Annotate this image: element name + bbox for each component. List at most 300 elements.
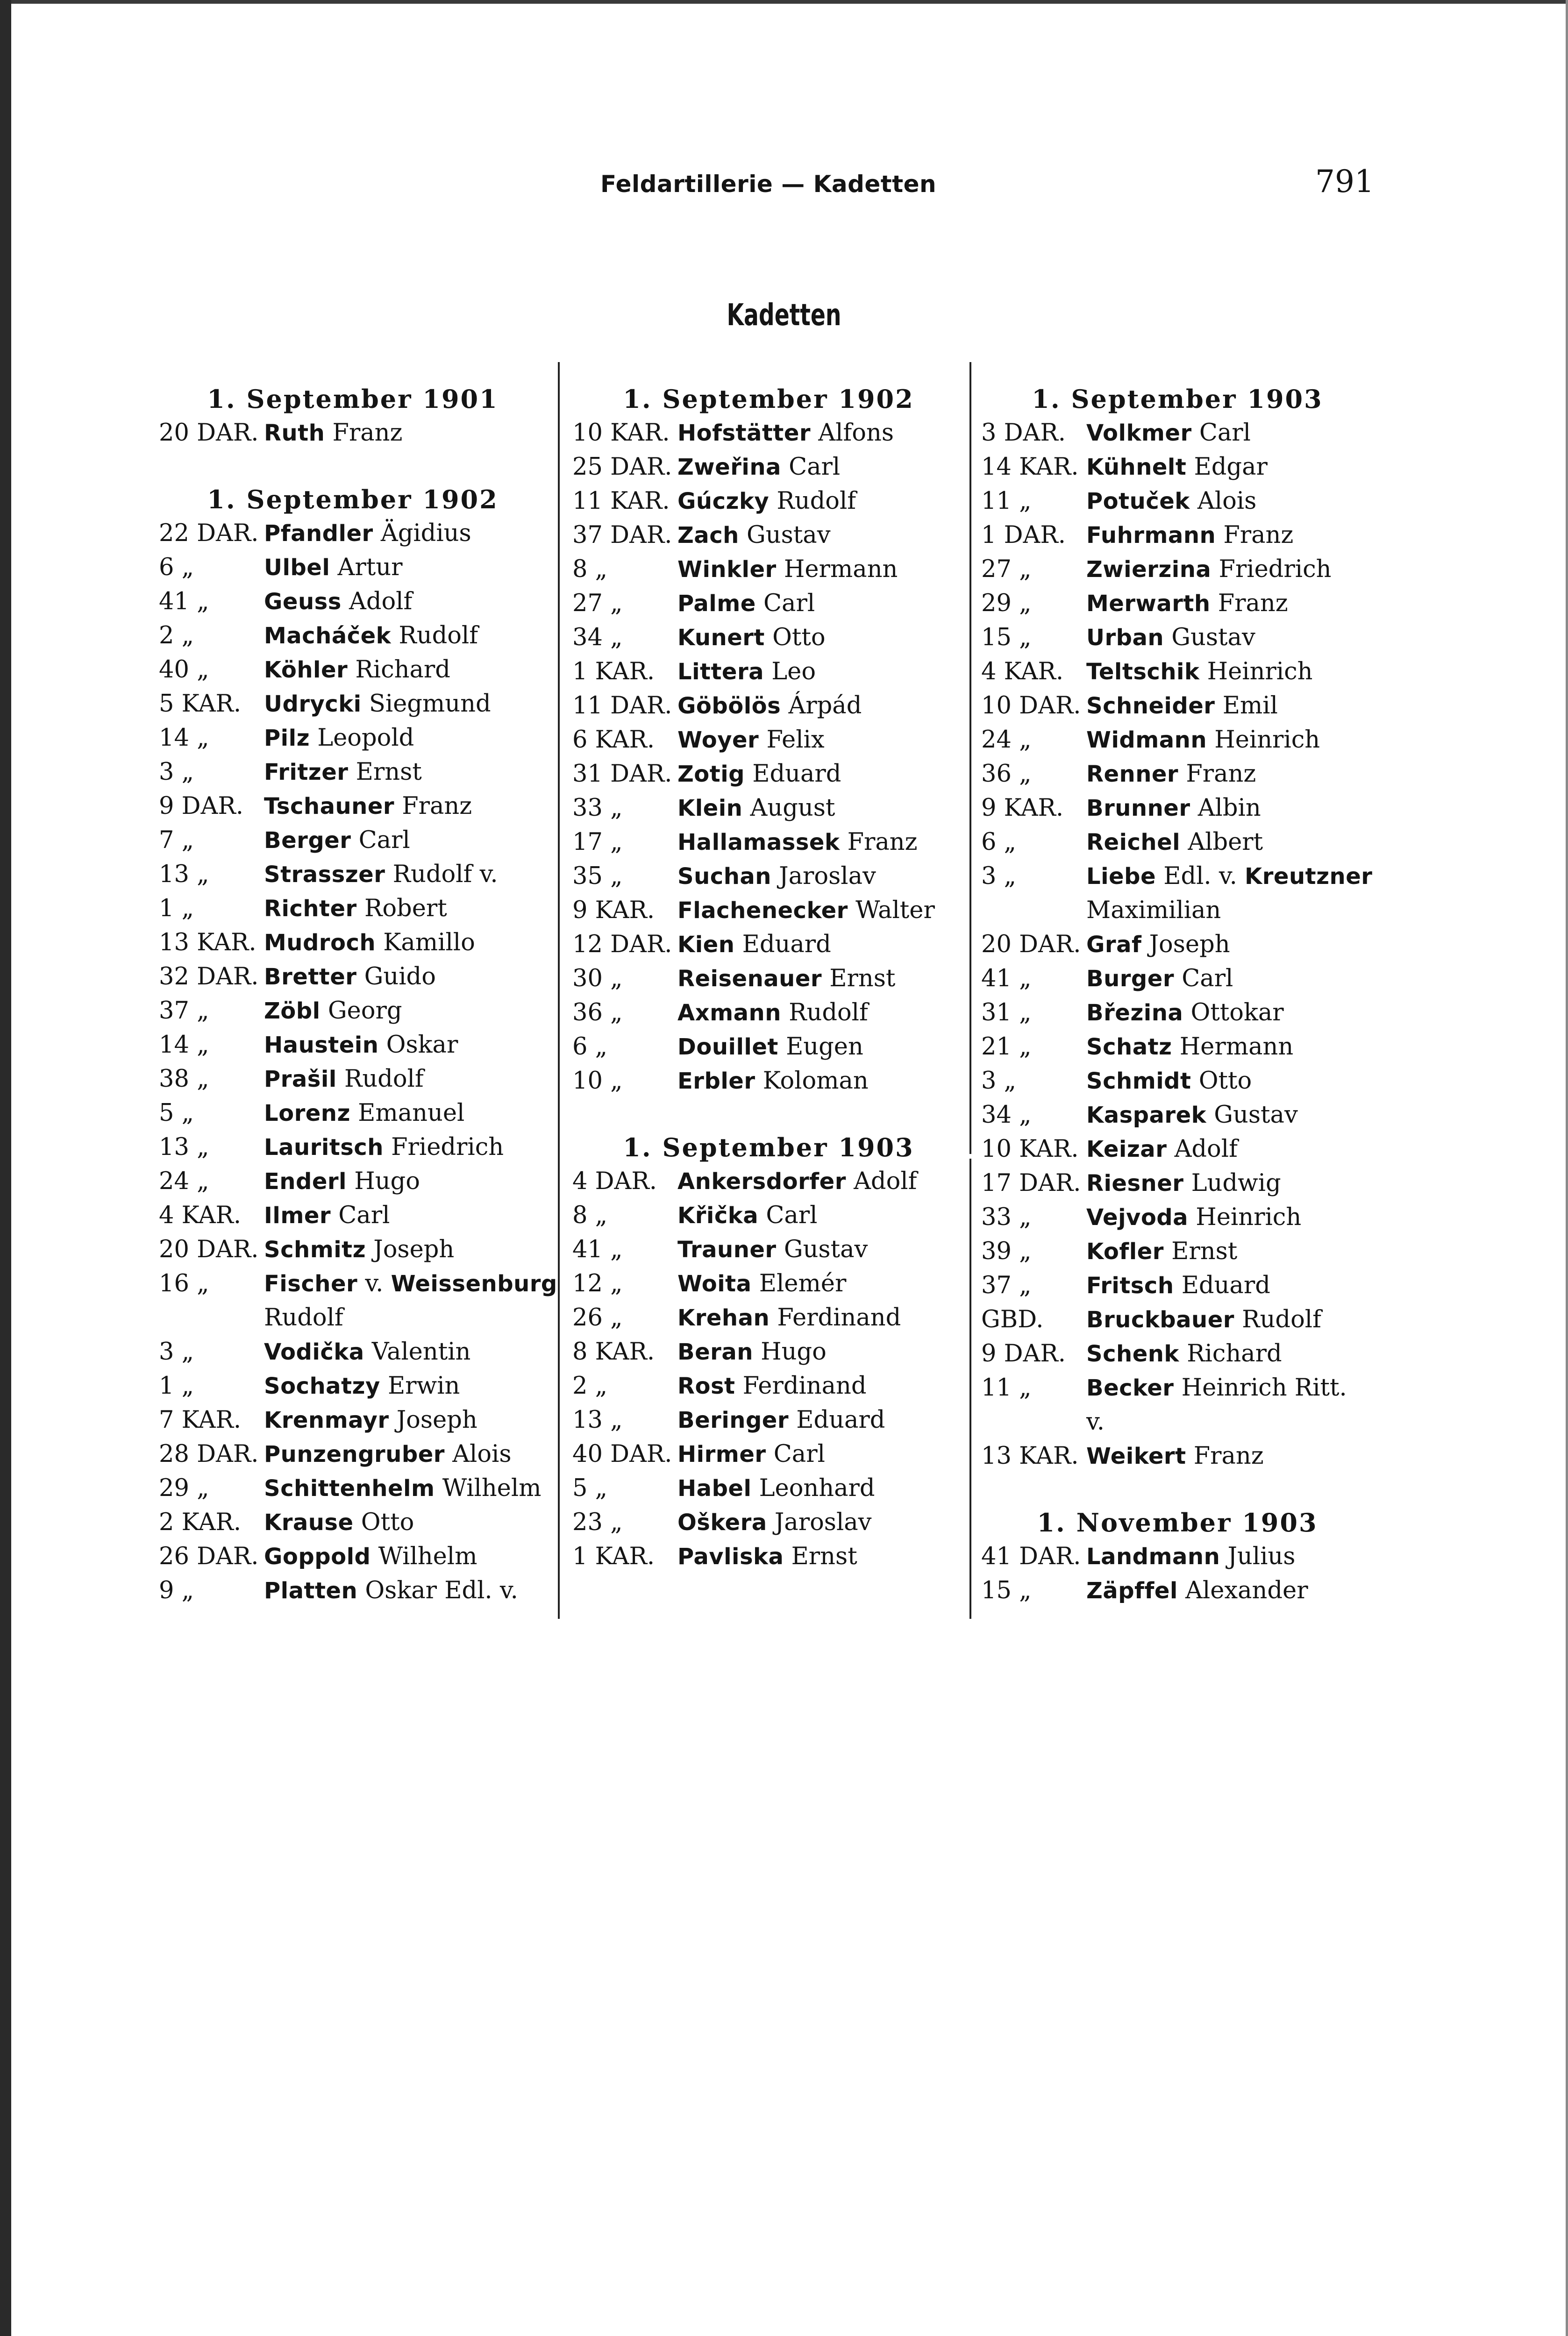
cadet-name bbox=[1086, 552, 1374, 587]
unit-reference: 2 KAR. bbox=[159, 1509, 242, 1536]
surname: Axmann bbox=[677, 1000, 781, 1026]
unit-reference: 35 „ bbox=[572, 862, 623, 890]
cadet-name bbox=[1086, 961, 1374, 996]
page-edge-left bbox=[0, 0, 11, 2336]
group-heading: 1. November 1903 bbox=[1037, 1508, 1318, 1538]
surname: Erbler bbox=[677, 1068, 755, 1094]
given-name: Oskar Edl. v. bbox=[365, 1577, 518, 1604]
cadet-name bbox=[264, 721, 547, 755]
surname: Brunner bbox=[1086, 795, 1190, 821]
list-item bbox=[159, 721, 547, 755]
unit-reference: 1 DAR. bbox=[981, 521, 1066, 549]
cadet-name bbox=[677, 1198, 965, 1233]
unit-reference: 41 „ bbox=[572, 1236, 623, 1263]
given-name: Gustav bbox=[1171, 624, 1255, 651]
list-item bbox=[572, 1164, 965, 1198]
unit-reference: 25 DAR. bbox=[572, 453, 672, 481]
list-item bbox=[981, 1268, 1374, 1303]
unit-reference: 4 KAR. bbox=[981, 658, 1064, 685]
list-item bbox=[159, 857, 547, 891]
given-name: Hugo bbox=[761, 1338, 827, 1366]
list-item bbox=[159, 823, 547, 857]
list-item bbox=[572, 996, 965, 1030]
list-item bbox=[981, 689, 1374, 723]
given-name: Franz bbox=[1223, 521, 1294, 549]
cadet-name bbox=[1086, 1439, 1374, 1474]
list-item bbox=[159, 1505, 547, 1539]
given-name: Alfons bbox=[818, 419, 894, 447]
unit-reference: 9 KAR. bbox=[981, 794, 1064, 822]
unit-reference: 40 DAR. bbox=[572, 1440, 672, 1468]
surname: Winkler bbox=[677, 556, 777, 583]
cadet-name bbox=[1086, 791, 1374, 826]
cadet-name bbox=[264, 994, 547, 1028]
given-name: Rudolf bbox=[344, 1065, 424, 1093]
cadet-name bbox=[677, 586, 965, 621]
group-heading: 1. September 1903 bbox=[1032, 384, 1323, 414]
list-item bbox=[159, 891, 547, 926]
list-item bbox=[572, 484, 965, 518]
list-item bbox=[981, 1303, 1374, 1337]
given-name: Franz bbox=[1193, 1442, 1264, 1470]
unit-reference: 16 „ bbox=[159, 1270, 209, 1297]
given-name: Joseph bbox=[1149, 931, 1230, 958]
list-item bbox=[159, 619, 547, 653]
given-name: Leopold bbox=[317, 724, 414, 752]
group-spacer bbox=[981, 1473, 1374, 1506]
list-item bbox=[572, 1030, 965, 1064]
surname: Reisenauer bbox=[677, 966, 822, 992]
list-item bbox=[572, 1539, 965, 1574]
list-item bbox=[981, 996, 1374, 1030]
surname: Pavliska bbox=[677, 1544, 784, 1570]
unit-reference: 34 „ bbox=[981, 1101, 1032, 1129]
unit-reference: 2 „ bbox=[159, 622, 194, 649]
surname: Hirmer bbox=[677, 1441, 766, 1467]
surname: Landmann bbox=[1086, 1544, 1220, 1570]
surname: Prašil bbox=[264, 1066, 337, 1092]
unit-reference: 6 „ bbox=[572, 1033, 608, 1061]
unit-reference: 20 DAR. bbox=[981, 931, 1081, 958]
surname: Palme bbox=[677, 591, 756, 617]
list-item bbox=[981, 1098, 1374, 1132]
cadet-name bbox=[264, 550, 547, 585]
list-item bbox=[159, 1130, 547, 1164]
list-item bbox=[159, 550, 547, 584]
cadet-name bbox=[1086, 1234, 1374, 1269]
cadet-name bbox=[677, 1335, 965, 1369]
cadet-name bbox=[677, 723, 965, 757]
running-head: Feldartillerie — Kadetten bbox=[600, 171, 937, 198]
surname: Zotig bbox=[677, 761, 745, 787]
given-name: Heinrich bbox=[1214, 726, 1320, 754]
cadet-name bbox=[264, 584, 547, 619]
unit-reference: 2 „ bbox=[572, 1372, 608, 1400]
unit-reference: 12 „ bbox=[572, 1270, 623, 1297]
list-item bbox=[981, 586, 1374, 620]
given-name: Albert bbox=[1188, 828, 1263, 856]
cadet-name bbox=[1086, 1166, 1374, 1201]
unit-reference: 37 „ bbox=[159, 997, 209, 1025]
surname: Beran bbox=[677, 1339, 753, 1365]
given-name: Richard bbox=[355, 656, 450, 684]
surname: Haustein bbox=[264, 1032, 379, 1058]
list-item bbox=[159, 1267, 557, 1301]
list-item bbox=[981, 620, 1374, 655]
surname: Udrycki bbox=[264, 691, 362, 717]
cadet-name bbox=[1086, 416, 1374, 450]
surname: Urban bbox=[1086, 625, 1164, 651]
list-item bbox=[572, 518, 965, 552]
surname: Kühnelt bbox=[1086, 454, 1187, 480]
list-item bbox=[572, 450, 965, 484]
surname: Punzengruber bbox=[264, 1441, 445, 1467]
column-2 bbox=[572, 382, 965, 1574]
surname: Tschauner bbox=[264, 793, 395, 819]
list-item bbox=[981, 1439, 1374, 1473]
cadet-name bbox=[1086, 825, 1374, 860]
given-name: Felix bbox=[766, 726, 825, 754]
unit-reference: 13 „ bbox=[572, 1406, 623, 1434]
unit-reference: 37 DAR. bbox=[572, 521, 672, 549]
cadet-name bbox=[1086, 1132, 1374, 1167]
surname: Woyer bbox=[677, 727, 759, 753]
list-item bbox=[981, 1234, 1374, 1268]
unit-reference: 34 „ bbox=[572, 624, 623, 651]
list-item bbox=[572, 1232, 965, 1267]
given-name: Franz bbox=[1218, 590, 1288, 617]
unit-reference: 22 DAR. bbox=[159, 520, 259, 547]
given-name: Wilhelm bbox=[378, 1543, 478, 1570]
given-name: Ernst bbox=[1171, 1238, 1238, 1265]
cadet-name bbox=[1086, 484, 1374, 519]
list-item bbox=[572, 1267, 965, 1301]
unit-reference: 13 „ bbox=[159, 1133, 209, 1161]
given-name: Heinrich bbox=[1196, 1204, 1302, 1231]
surname: Macháček bbox=[264, 623, 392, 649]
unit-reference: 41 „ bbox=[981, 965, 1032, 992]
cadet-name bbox=[264, 1437, 547, 1472]
list-item bbox=[981, 1574, 1374, 1608]
given-name: Rudolf v. bbox=[392, 861, 498, 888]
surname: Kasparek bbox=[1086, 1102, 1207, 1128]
surname: Potuček bbox=[1086, 488, 1190, 514]
cadet-name bbox=[677, 927, 965, 962]
surname: Reichel bbox=[1086, 829, 1181, 855]
cadet-name bbox=[264, 891, 547, 926]
given-name: Eugen bbox=[786, 1033, 863, 1061]
surname: Zöbl bbox=[264, 998, 321, 1024]
cadet-name bbox=[677, 620, 965, 655]
surname: Krenmayr bbox=[264, 1407, 389, 1433]
given-name: Heinrich bbox=[1207, 658, 1313, 685]
given-name: Otto bbox=[1198, 1067, 1252, 1095]
surname: Křička bbox=[677, 1203, 759, 1229]
surname: Volkmer bbox=[1086, 420, 1192, 446]
cadet-name bbox=[677, 1301, 965, 1335]
list-item bbox=[572, 961, 965, 996]
given-name: Gustav bbox=[1214, 1101, 1298, 1129]
given-name: Rudolf bbox=[399, 622, 478, 649]
given-name: Walter bbox=[855, 897, 935, 924]
given-name: Alexander bbox=[1185, 1577, 1308, 1604]
unit-reference: 24 „ bbox=[159, 1168, 209, 1195]
surname: Bruckbauer bbox=[1086, 1307, 1234, 1333]
given-name: Edl. v. bbox=[1163, 862, 1237, 890]
given-name: Artur bbox=[337, 554, 403, 581]
given-name: Emil bbox=[1222, 692, 1278, 719]
surname: Mudroch bbox=[264, 930, 376, 956]
unit-reference: 24 „ bbox=[981, 726, 1032, 754]
list-item bbox=[981, 484, 1374, 518]
surname: Burger bbox=[1086, 966, 1175, 992]
group-heading: 1. September 1902 bbox=[207, 484, 499, 514]
unit-reference: 40 „ bbox=[159, 656, 209, 684]
surname: Gúczky bbox=[677, 488, 770, 514]
unit-reference: 9 DAR. bbox=[159, 792, 243, 820]
surname: Merwarth bbox=[1086, 591, 1211, 617]
surname: Schatz bbox=[1086, 1034, 1172, 1060]
surname: Fritsch bbox=[1086, 1273, 1174, 1299]
unit-reference: 29 „ bbox=[981, 590, 1032, 617]
given-name: Franz bbox=[1186, 760, 1256, 788]
surname: Ilmer bbox=[264, 1203, 331, 1229]
surname: Habel bbox=[677, 1475, 752, 1502]
surname: Lauritsch bbox=[264, 1134, 384, 1161]
surname: Vejvoda bbox=[1086, 1204, 1189, 1231]
group-heading: 1. September 1901 bbox=[207, 384, 499, 414]
unit-reference: 10 DAR. bbox=[981, 692, 1081, 719]
list-item bbox=[159, 960, 547, 994]
surname: Widmann bbox=[1086, 727, 1207, 753]
surname: Fischer bbox=[264, 1271, 358, 1297]
surname: Kofler bbox=[1086, 1239, 1164, 1265]
cadet-name bbox=[1086, 655, 1374, 689]
surname: Krehan bbox=[677, 1305, 770, 1331]
surname: Köhler bbox=[264, 657, 348, 683]
unit-reference: 10 KAR. bbox=[572, 419, 670, 447]
list-item bbox=[981, 552, 1374, 586]
list-item bbox=[159, 1232, 547, 1267]
list-item bbox=[159, 1539, 547, 1574]
cadet-name bbox=[264, 1130, 547, 1165]
list-item bbox=[159, 926, 547, 960]
given-name: Guido bbox=[364, 963, 436, 990]
list-item bbox=[981, 1200, 1374, 1234]
unit-reference: 6 KAR. bbox=[572, 726, 655, 754]
given-name: Oskar bbox=[386, 1031, 458, 1059]
surname: Ulbel bbox=[264, 555, 330, 581]
given-name: Ferdinand bbox=[777, 1304, 901, 1332]
list-item bbox=[159, 516, 547, 550]
list-item bbox=[572, 1403, 965, 1437]
unit-reference: 11 „ bbox=[981, 1374, 1032, 1402]
list-item bbox=[981, 1064, 1374, 1098]
unit-reference: 3 „ bbox=[981, 1067, 1017, 1095]
given-name: Carl bbox=[358, 826, 410, 854]
unit-reference: 10 „ bbox=[572, 1067, 623, 1095]
unit-reference: 21 „ bbox=[981, 1033, 1032, 1061]
unit-reference: 23 „ bbox=[572, 1509, 623, 1536]
surname: Kunert bbox=[677, 625, 765, 651]
unit-reference: 5 „ bbox=[159, 1099, 194, 1127]
given-name: Wilhelm bbox=[442, 1474, 542, 1502]
cadet-name bbox=[677, 689, 965, 723]
given-name: Rudolf bbox=[1242, 1306, 1321, 1333]
cadet-name bbox=[264, 1267, 557, 1301]
given-name: Gustav bbox=[784, 1236, 868, 1263]
given-name: Valentin bbox=[371, 1338, 471, 1366]
cadet-name bbox=[677, 1437, 965, 1472]
column-rule bbox=[969, 1159, 971, 1619]
surname: Weikert bbox=[1086, 1443, 1186, 1469]
cadet-name bbox=[264, 1164, 547, 1199]
unit-reference: 8 „ bbox=[572, 556, 608, 583]
list-item bbox=[572, 1437, 965, 1471]
unit-reference: GBD. bbox=[981, 1306, 1044, 1333]
unit-reference: 41 „ bbox=[159, 588, 209, 615]
surname: Beringer bbox=[677, 1407, 789, 1433]
list-item bbox=[159, 994, 547, 1028]
surname: Fuhrmann bbox=[1086, 522, 1216, 548]
given-name: Ferdinand bbox=[742, 1372, 867, 1400]
list-item bbox=[572, 1335, 965, 1369]
surname: Liebe bbox=[1086, 863, 1156, 890]
cadet-name bbox=[677, 1164, 965, 1199]
surname: Schmidt bbox=[1086, 1068, 1191, 1094]
cadet-name bbox=[1086, 1371, 1374, 1405]
list-item bbox=[159, 1028, 547, 1062]
list-item bbox=[981, 723, 1374, 757]
surname: Hofstätter bbox=[677, 420, 811, 446]
surname: Richter bbox=[264, 896, 357, 922]
given-name: Alois bbox=[452, 1440, 512, 1468]
unit-reference: 1 „ bbox=[159, 895, 194, 922]
name-continuation: Maximilian bbox=[1086, 897, 1221, 924]
unit-reference: 7 KAR. bbox=[159, 1406, 242, 1434]
cadet-name bbox=[264, 619, 547, 653]
surname: Strasszer bbox=[264, 862, 385, 888]
unit-reference: 11 DAR. bbox=[572, 692, 672, 719]
list-item bbox=[981, 1337, 1374, 1371]
given-name: Friedrich bbox=[391, 1133, 504, 1161]
list-item bbox=[572, 620, 965, 655]
list-item bbox=[981, 1371, 1374, 1405]
list-item bbox=[572, 1471, 965, 1505]
given-name: Carl bbox=[763, 590, 815, 617]
given-name: Carl bbox=[773, 1440, 825, 1468]
given-name: Edgar bbox=[1194, 453, 1268, 481]
list-item bbox=[159, 1403, 547, 1437]
list-item bbox=[159, 687, 547, 721]
list-item bbox=[981, 825, 1374, 859]
cadet-name bbox=[677, 1471, 965, 1506]
page-edge-right bbox=[1566, 0, 1568, 2336]
surname: Teltschik bbox=[1086, 659, 1200, 685]
unit-reference: 33 „ bbox=[981, 1204, 1032, 1231]
cadet-name bbox=[264, 1198, 547, 1233]
unit-reference: 10 KAR. bbox=[981, 1135, 1079, 1163]
unit-reference: 9 KAR. bbox=[572, 897, 655, 924]
group-spacer bbox=[159, 450, 547, 483]
list-item bbox=[159, 653, 547, 687]
surname: Renner bbox=[1086, 761, 1179, 787]
cadet-name bbox=[677, 450, 965, 484]
surname: Becker bbox=[1086, 1375, 1174, 1401]
list-item bbox=[572, 1198, 965, 1232]
cadet-name bbox=[264, 1505, 547, 1540]
cadet-name bbox=[264, 755, 547, 790]
given-name: Eduard bbox=[742, 931, 831, 958]
cadet-name bbox=[264, 687, 547, 721]
surname: Pilz bbox=[264, 725, 310, 751]
section-title: Kadetten bbox=[727, 298, 841, 333]
given-name: Franz bbox=[402, 792, 472, 820]
surname: Littera bbox=[677, 659, 764, 685]
name-continuation: Rudolf bbox=[264, 1304, 343, 1332]
list-item bbox=[159, 1096, 547, 1130]
unit-reference: 20 DAR. bbox=[159, 1236, 259, 1263]
list-item bbox=[981, 416, 1374, 450]
surname: Hallamassek bbox=[677, 829, 840, 855]
given-name: Hugo bbox=[354, 1168, 420, 1195]
cadet-name bbox=[1086, 586, 1374, 621]
list-item bbox=[159, 1062, 547, 1096]
cadet-name bbox=[1086, 1098, 1374, 1132]
given-name: Ottokar bbox=[1190, 999, 1284, 1026]
list-item bbox=[572, 552, 965, 586]
unit-reference: 31 DAR. bbox=[572, 760, 672, 788]
list-item bbox=[159, 755, 547, 789]
given-name: Carl bbox=[1199, 419, 1251, 447]
cadet-name bbox=[264, 1574, 547, 1608]
unit-reference: 26 DAR. bbox=[159, 1543, 259, 1570]
cadet-name bbox=[264, 1471, 547, 1506]
list-item bbox=[981, 791, 1374, 825]
surname: Graf bbox=[1086, 932, 1142, 958]
surname: Lorenz bbox=[264, 1100, 350, 1126]
list-item bbox=[572, 655, 965, 689]
surname: Fritzer bbox=[264, 759, 349, 785]
list-item bbox=[159, 584, 547, 619]
given-name: Ernst bbox=[356, 758, 422, 786]
cadet-name bbox=[1086, 1574, 1374, 1608]
unit-reference: 5 „ bbox=[572, 1474, 608, 1502]
cadet-name bbox=[677, 1505, 965, 1540]
surname: Göbölös bbox=[677, 693, 781, 719]
given-name: Ägidius bbox=[380, 520, 471, 547]
list-item bbox=[981, 450, 1374, 484]
cadet-name bbox=[1086, 1268, 1374, 1303]
unit-reference: 3 DAR. bbox=[981, 419, 1066, 447]
cadet-name bbox=[264, 926, 547, 960]
unit-reference: 17 DAR. bbox=[981, 1169, 1081, 1197]
unit-reference: 4 DAR. bbox=[572, 1168, 657, 1195]
unit-reference: 27 „ bbox=[572, 590, 623, 617]
list-item bbox=[159, 1471, 547, 1505]
cadet-name bbox=[677, 552, 965, 587]
cadet-name bbox=[677, 1064, 965, 1098]
unit-reference: 7 „ bbox=[159, 826, 194, 854]
given-name: Gustav bbox=[747, 521, 831, 549]
unit-reference: 36 „ bbox=[981, 760, 1032, 788]
given-name: Árpád bbox=[788, 692, 862, 719]
list-item bbox=[159, 1574, 547, 1608]
cadet-name bbox=[1086, 450, 1374, 484]
given-name: August bbox=[750, 794, 835, 822]
cadet-name bbox=[264, 1369, 547, 1403]
surname: Zweřina bbox=[677, 454, 781, 480]
